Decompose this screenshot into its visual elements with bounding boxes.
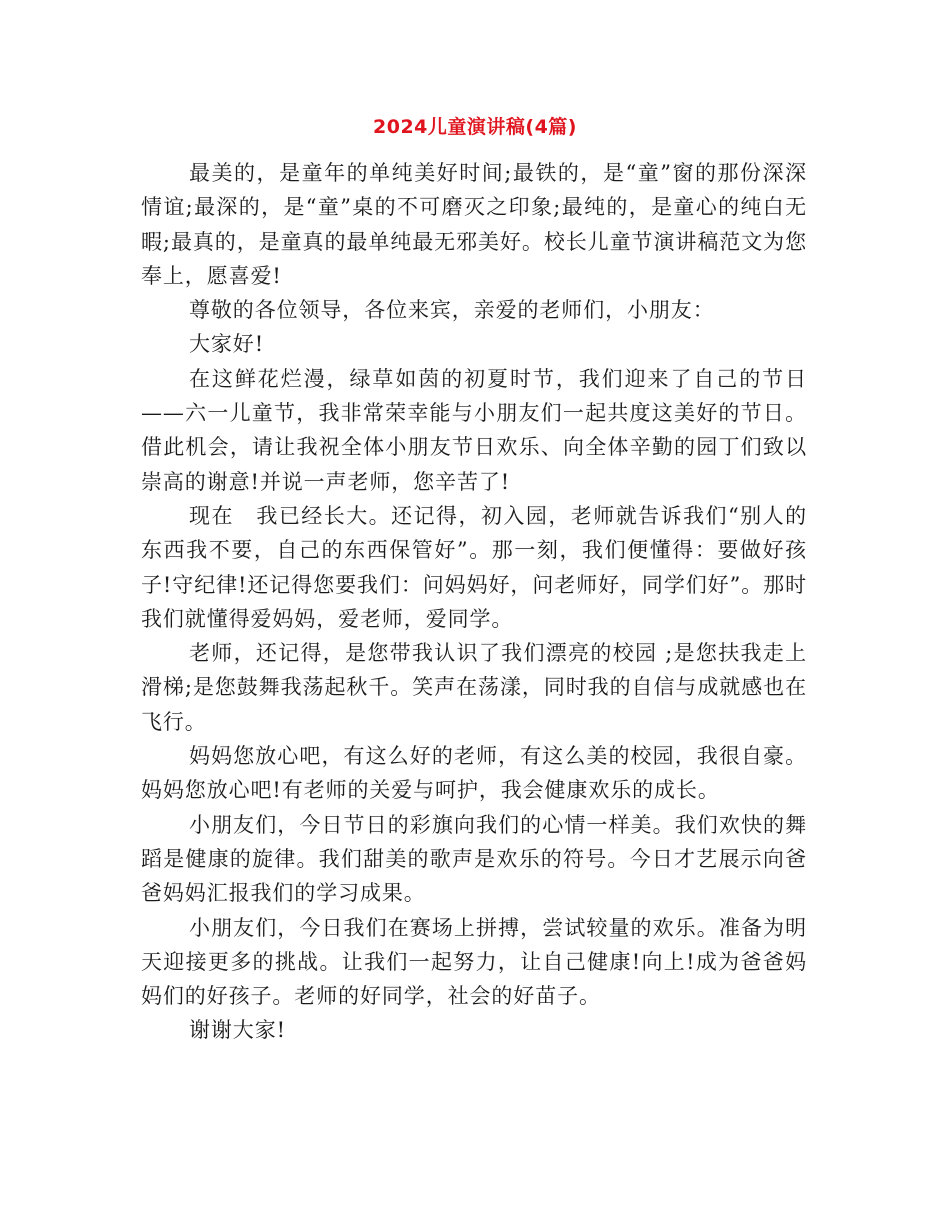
paragraph-salutation: 尊敬的各位领导，各位来宾，亲爱的老师们，小朋友： bbox=[189, 298, 715, 323]
paragraph-body: 小朋友们，今日我们在赛场上拼搏，尝试较量的欢乐。准备为明天迎接更多的挑战。让我们一起努力，让自己健康!向上!成为爸爸妈妈们的好孩子。老师的好同学，社会的好苗子。 bbox=[141, 915, 807, 1009]
paragraph-greeting: 大家好! bbox=[189, 332, 265, 357]
paragraph-body: 小朋友们，今日节日的彩旗向我们的心情一样美。我们欢快的舞蹈是健康的旋律。我们甜美的歌声是欢乐的符号。今日才艺展示向爸爸妈妈汇报我们的学习成果。 bbox=[141, 812, 807, 906]
paragraph-body: 妈妈您放心吧，有这么好的老师，有这么美的校园，我很自豪。妈妈您放心吧!有老师的关爱与呵护，我会健康欢乐的成长。 bbox=[141, 744, 807, 803]
document-title: 2024儿童演讲稿(4篇) bbox=[373, 116, 577, 138]
paragraph-intro: 最美的，是童年的单纯美好时间;最铁的，是“童”窗的那份深深情谊;最深的，是“童”桌的不可磨灭之印象;最纯的，是童心的纯白无暇;最真的，是童真的最单纯最无邪美好。校长儿童节演讲稿范文为您奉上，愿喜爱! bbox=[141, 161, 807, 288]
document-body bbox=[141, 156, 807, 1048]
paragraph-body: 在这鲜花烂漫，绿草如茵的初夏时节，我们迎来了自己的节日——六一儿童节，我非常荣幸能与小朋友们一起共度这美好的节日。借此机会，请让我祝全体小朋友节日欢乐、向全体辛勤的园丁们致以崇高的谢意!并说一声老师，您辛苦了! bbox=[141, 366, 807, 494]
paragraph-closing: 谢谢大家! bbox=[189, 1018, 286, 1043]
paragraph-body: 现在 我已经长大。还记得，初入园，老师就告诉我们“别人的东西我不要，自己的东西保管好”。那一刻，我们便懂得：要做好孩子!守纪律!还记得您要我们：问妈妈好，问老师好，同学们好”。那时我们就懂得爱妈妈，爱老师，爱同学。 bbox=[141, 503, 807, 631]
paragraph-body: 老师，还记得，是您带我认识了我们漂亮的校园 ;是您扶我走上滑梯;是您鼓舞我荡起秋千。笑声在荡漾，同时我的自信与成就感也在飞行。 bbox=[141, 641, 807, 734]
